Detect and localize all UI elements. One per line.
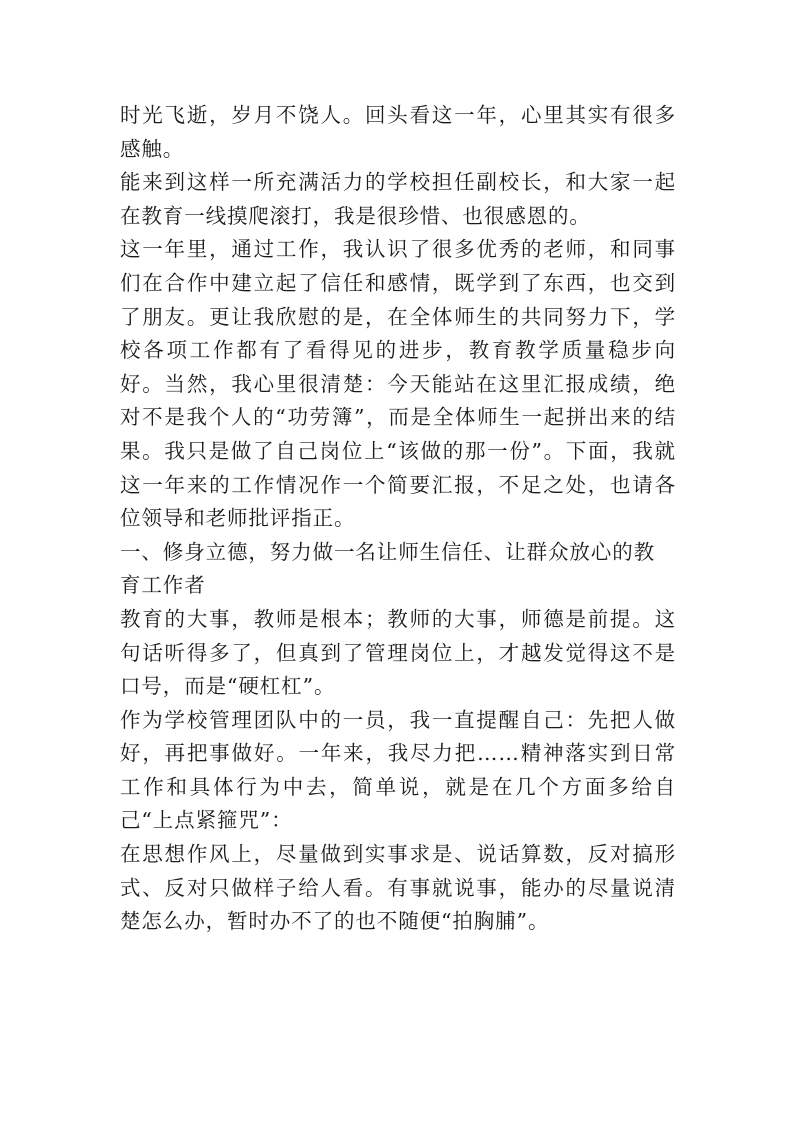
paragraph-management-team: 作为学校管理团队中的一员，我一直提醒自己：先把人做好，再把事做好。一年来，我尽力把……精神落实到日常工作和具体行为中去，简单说，就是在几个方面多给自己“上点紧箍咒”： — [120, 707, 676, 833]
paragraph-work-style: 在思想作风上，尽量做到实事求是、说话算数，反对搞形式、反对只做样子给人看。有事就说事，能办的尽量说清楚怎么办，暂时办不了的也不随便“拍胸脯”。 — [120, 842, 676, 934]
paragraph-year-review: 这一年里，通过工作，我认识了很多优秀的老师，和同事们在合作中建立起了信任和感情，既学到了东西，也交到了朋友。更让我欣慰的是，在全体师生的共同努力下，学校各项工作都有了看得见的进步，教育教学质量稳步向好。当然，我心里很清楚：今天能站在这里汇报成绩，绝对不是我个人的“功劳簿”，而是全体师生一起拼出来的结果。我只是做了自己岗位上“该做的那一份”。下面，我就这一年来的工作情况作一个简要汇报，不足之处，也请各位领导和老师批评指正。 — [120, 237, 676, 531]
paragraph-teacher-ethics: 教育的大事，教师是根本；教师的大事，师德是前提。这句话听得多了，但真到了管理岗位上，才越发觉得这不是口号，而是“硬杠杠”。 — [120, 606, 676, 699]
paragraph-gratitude: 能来到这样一所充满活力的学校担任副校长，和大家一起在教育一线摸爬滚打，我是很珍惜、也很感恩的。 — [120, 170, 676, 228]
section-heading-1: 一、修身立德，努力做一名让师生信任、让群众放心的教育工作者 — [120, 539, 655, 598]
document-page — [120, 99, 676, 939]
paragraph-opening: 时光飞逝，岁月不饶人。回头看这一年，心里其实有很多感触。 — [120, 103, 676, 161]
